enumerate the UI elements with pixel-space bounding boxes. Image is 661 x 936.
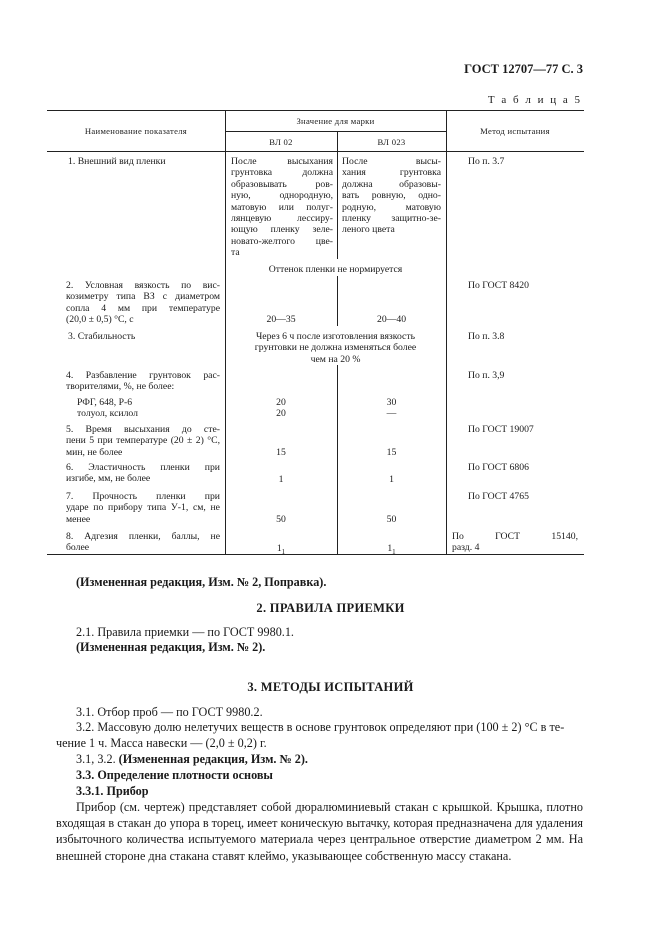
page-header: ГОСТ 12707—77 С. 3 bbox=[464, 62, 583, 76]
row5-method: По ГОСТ 19007 bbox=[468, 424, 534, 435]
subsection-3-3: 3.3. Определение плотности основы bbox=[76, 768, 273, 782]
row8-vl02: $1_1$ bbox=[276, 543, 286, 556]
row6-method: По ГОСТ 6806 bbox=[468, 462, 529, 473]
para-3-1: 3.1. Отбор проб — по ГОСТ 9980.2. bbox=[76, 705, 263, 719]
col-header-vl023: ВЛ 023 bbox=[377, 137, 406, 147]
section-2-title: 2. ПРАВИЛА ПРИЕМКИ bbox=[256, 601, 405, 615]
row2-method: По ГОСТ 8420 bbox=[468, 280, 529, 291]
row4-vl02-a: 20 bbox=[276, 397, 286, 408]
row8-method: По ГОСТ 15140, разд. 4 bbox=[452, 531, 578, 554]
para-3-2-line1: 3.2. Массовую долю нелетучих веществ в основе грунтовок определяют при (100 ± 2) °С в те- bbox=[76, 720, 565, 734]
amendment-note-2: (Измененная редакция, Изм. № 2). bbox=[76, 640, 266, 654]
section-3-title: 3. МЕТОДЫ ИСПЫТАНИЙ bbox=[247, 680, 414, 694]
table-col-divider-3 bbox=[446, 110, 447, 554]
row5-vl02: 15 bbox=[276, 447, 286, 458]
row6-vl02: 1 bbox=[278, 474, 284, 485]
para-3-2-line2: чение 1 ч. Масса навески — (2,0 ± 0,2) г. bbox=[56, 736, 267, 750]
table-header-mid-rule bbox=[225, 131, 446, 132]
table-caption: Т а б л и ц а 5 bbox=[487, 94, 582, 106]
row2-name: 2. Условная вязкость по вис- козиметру типа ВЗ с диаметром сопла 4 мм при температуре (20,0 ± 0,5) °С, с bbox=[66, 280, 220, 326]
row7-vl02: 50 bbox=[276, 514, 286, 525]
row1-vl02-line: лянцевую лессиру- bbox=[231, 213, 333, 225]
row1-vl02-line: После высыхания bbox=[231, 156, 333, 167]
row1-vl02-line: та bbox=[231, 247, 240, 259]
row1-vl02-line: образовывать ров- bbox=[231, 178, 333, 190]
row4-sub2: толуол, ксилол bbox=[77, 408, 138, 419]
row4-name: 4. Разбавление грунтовок рас- творителями, %, не более: bbox=[66, 370, 220, 393]
col-header-value: Значение для марки bbox=[296, 116, 375, 126]
col-header-method: Метод испытания bbox=[480, 126, 550, 136]
row2-vl02: 20—35 bbox=[266, 314, 296, 325]
row4-sub1: РФГ, 648, Р-6 bbox=[77, 397, 133, 408]
row1-vl02-line: грунтовка должна bbox=[231, 167, 333, 179]
row8-name: 8. Адгезия пленки, баллы, не более bbox=[66, 531, 220, 554]
row2-vl023: 20—40 bbox=[376, 314, 407, 325]
row7-vl023: 50 bbox=[386, 514, 397, 525]
row3-merged: Через 6 ч после изготовления вязкость грунтовки не должна изменяться более чем на 20 % bbox=[254, 331, 417, 365]
row4-vl023-b: — bbox=[386, 408, 397, 419]
row5-name: 5. Время высыхания до сте- пени 5 при температуре (20 ± 2) °С, мин, не более bbox=[66, 424, 220, 458]
amendment-note: (Измененная редакция, Изм. № 2, Поправка). bbox=[76, 575, 327, 589]
col-header-indicator: Наименование показателя bbox=[84, 126, 188, 136]
row1-vl02-line: матовую или полуг- bbox=[231, 201, 333, 213]
row1-vl023 bbox=[342, 156, 441, 236]
row1-vl02-line: ную, однородную, bbox=[231, 190, 333, 202]
row3-method: По п. 3.8 bbox=[468, 331, 505, 342]
para-2-1: 2.1. Правила приемки — по ГОСТ 9980.1. bbox=[76, 625, 294, 639]
col-header-vl02: ВЛ 02 bbox=[269, 137, 293, 147]
row1-note: Оттенок пленки не нормируется bbox=[268, 264, 403, 275]
row7-method: По ГОСТ 4765 bbox=[468, 491, 529, 502]
row1-vl023-line: родную, матовую bbox=[342, 201, 441, 213]
row4-method: По п. 3,9 bbox=[468, 370, 505, 381]
row1-vl023-line: леного цвета bbox=[342, 224, 395, 236]
row1-vl023-line: вать ровную, одно- bbox=[342, 190, 441, 202]
row1-name: 1. Внешний вид пленки bbox=[68, 156, 166, 167]
row1-vl02-line: новато-желтого цве- bbox=[231, 235, 333, 247]
row1-vl02-line: ющую пленку зеле- bbox=[231, 224, 333, 236]
para-3-1-3-2-amend: 3.1, 3.2. (Измененная редакция, Изм. № 2). bbox=[76, 752, 308, 766]
row1-vl023-line: После высы- bbox=[342, 156, 441, 167]
row4-vl023-a: 30 bbox=[386, 397, 397, 408]
table-col-divider-2c bbox=[337, 365, 338, 554]
subsection-3-3-1: 3.3.1. Прибор bbox=[76, 784, 149, 798]
row3-name: 3. Стабильность bbox=[68, 331, 136, 342]
table-col-divider-2 bbox=[337, 131, 338, 259]
row8-vl023: $1_1$ bbox=[387, 543, 396, 556]
row1-vl023-line: хания грунтовка bbox=[342, 167, 441, 179]
row6-vl023: 1 bbox=[389, 474, 394, 485]
para-3-3-1-text: Прибор (см. чертеж) представляет собой дюралюминиевый стакан с крышкой. Крышка, плотно входящая в стакан до упора в торец, имеет коническую вытачку, которая предназначена для удаления избыточного количества испытуемого материала через центральное отверстие диаметром 2 мм. На внешней стороне дна стакана ставят клеймо, указывающее собственную массу стакана. bbox=[56, 800, 583, 863]
row6-name: 6. Эластичность пленки при изгибе, мм, не более bbox=[66, 462, 220, 485]
row4-vl02-b: 20 bbox=[276, 408, 286, 419]
row7-name: 7. Прочность пленки при ударе по прибору типа У-1, см, не менее bbox=[66, 491, 220, 525]
row1-method: По п. 3.7 bbox=[468, 156, 505, 167]
row5-vl023: 15 bbox=[386, 447, 397, 458]
row1-vl023-line: пленку защитно-зе- bbox=[342, 213, 441, 225]
table-header-bottom-rule bbox=[47, 151, 584, 152]
row1-vl023-line: должна образовы- bbox=[342, 178, 441, 190]
table-top-rule bbox=[47, 110, 584, 111]
row1-vl02 bbox=[231, 156, 333, 259]
